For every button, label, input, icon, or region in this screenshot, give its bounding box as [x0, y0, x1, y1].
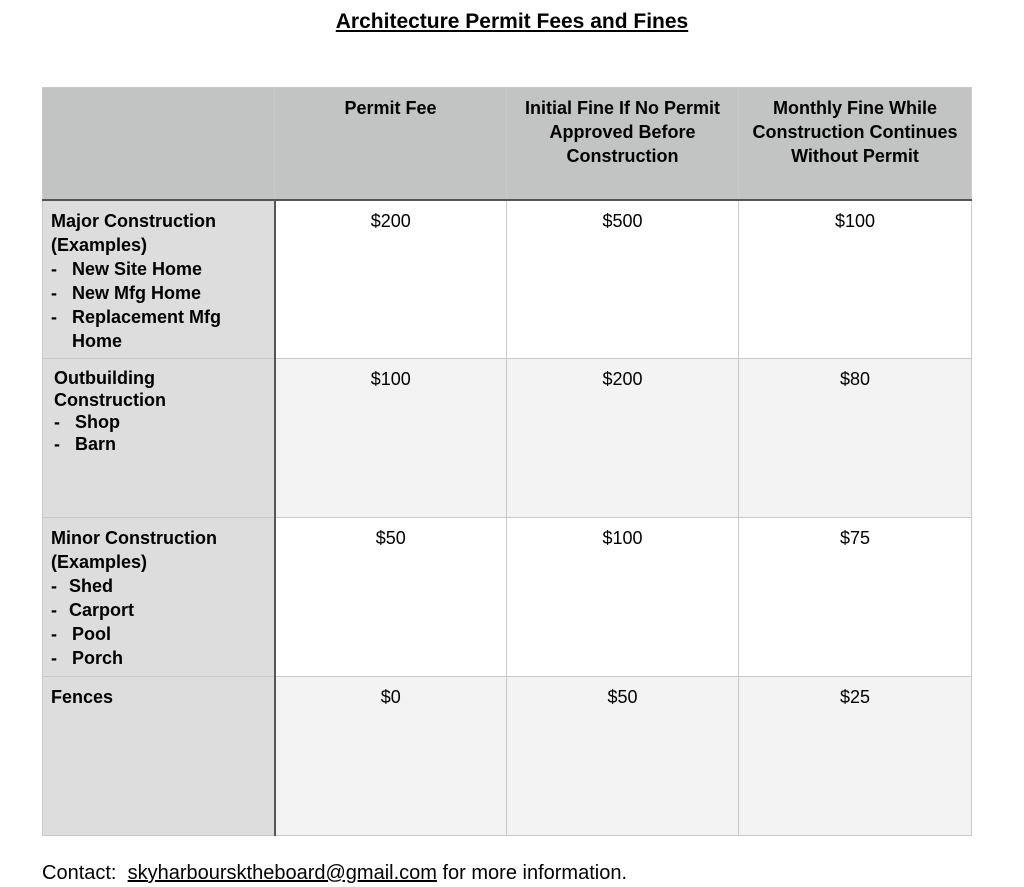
cell-monthly-fine: $100 — [739, 200, 972, 359]
cell-monthly-fine: $80 — [739, 359, 972, 518]
list-item: - New Site Home — [51, 258, 203, 279]
item-label: Porch — [72, 648, 124, 668]
item-label: Shed — [69, 576, 114, 596]
item-label: Replacement Mfg Home — [72, 306, 222, 351]
list-item: - Shed — [51, 576, 114, 596]
cell-permit-fee: $50 — [275, 518, 507, 677]
item-label: Barn — [75, 434, 117, 454]
cell-initial-fine: $100 — [507, 518, 739, 677]
header-monthly-fine: Monthly Fine While Construction Continues Without Permit — [739, 88, 972, 200]
cell-permit-fee: $100 — [275, 359, 507, 518]
header-cell-empty — [43, 88, 275, 200]
table-row — [43, 359, 972, 518]
cell-initial-fine: $500 — [507, 200, 739, 359]
item-label: New Site Home — [72, 258, 203, 279]
fees-table — [42, 87, 972, 836]
cell-monthly-fine: $75 — [739, 518, 972, 677]
cell-permit-fee: $0 — [275, 677, 507, 836]
list-item: - Porch — [51, 648, 124, 668]
category-label: Minor Construction (Examples) — [51, 528, 217, 572]
item-label: Pool — [72, 624, 111, 644]
contact-email-link[interactable]: skyharboursktheboard@gmail.com — [127, 862, 437, 884]
list-item: - Carport — [51, 600, 135, 620]
item-label: Carport — [69, 600, 135, 620]
category-label: Major Construction (Examples) — [51, 210, 216, 255]
list-item: - Replacement Mfg Home — [51, 306, 222, 351]
contact-prefix: Contact: — [42, 862, 117, 884]
contact-line — [42, 862, 627, 885]
cell-monthly-fine: $25 — [739, 677, 972, 836]
header-initial-fine: Initial Fine If No Permit Approved Before Construction — [507, 88, 739, 200]
row-header-minor-construction — [43, 518, 275, 677]
row-header-outbuilding-construction — [43, 359, 275, 518]
table-header-row — [43, 88, 972, 200]
row-header-major-construction — [43, 200, 275, 359]
category-label: Fences — [51, 687, 114, 707]
table-row — [43, 677, 972, 836]
category-label: Outbuilding Construction — [54, 368, 166, 410]
list-item: - Barn — [54, 434, 117, 454]
list-item: - New Mfg Home — [51, 282, 202, 303]
page-title: Architecture Permit Fees and Fines — [335, 10, 689, 33]
cell-initial-fine: $200 — [507, 359, 739, 518]
list-item: - Shop — [54, 412, 120, 432]
item-label: Shop — [75, 412, 120, 432]
table-row — [43, 200, 972, 359]
contact-suffix: for more information. — [442, 862, 628, 884]
cell-permit-fee: $200 — [275, 200, 507, 359]
row-header-fences — [43, 677, 275, 836]
item-label: New Mfg Home — [72, 282, 202, 303]
list-item: - Pool — [51, 624, 111, 644]
cell-initial-fine: $50 — [507, 677, 739, 836]
header-permit-fee: Permit Fee — [275, 88, 507, 200]
table-row — [43, 518, 972, 677]
